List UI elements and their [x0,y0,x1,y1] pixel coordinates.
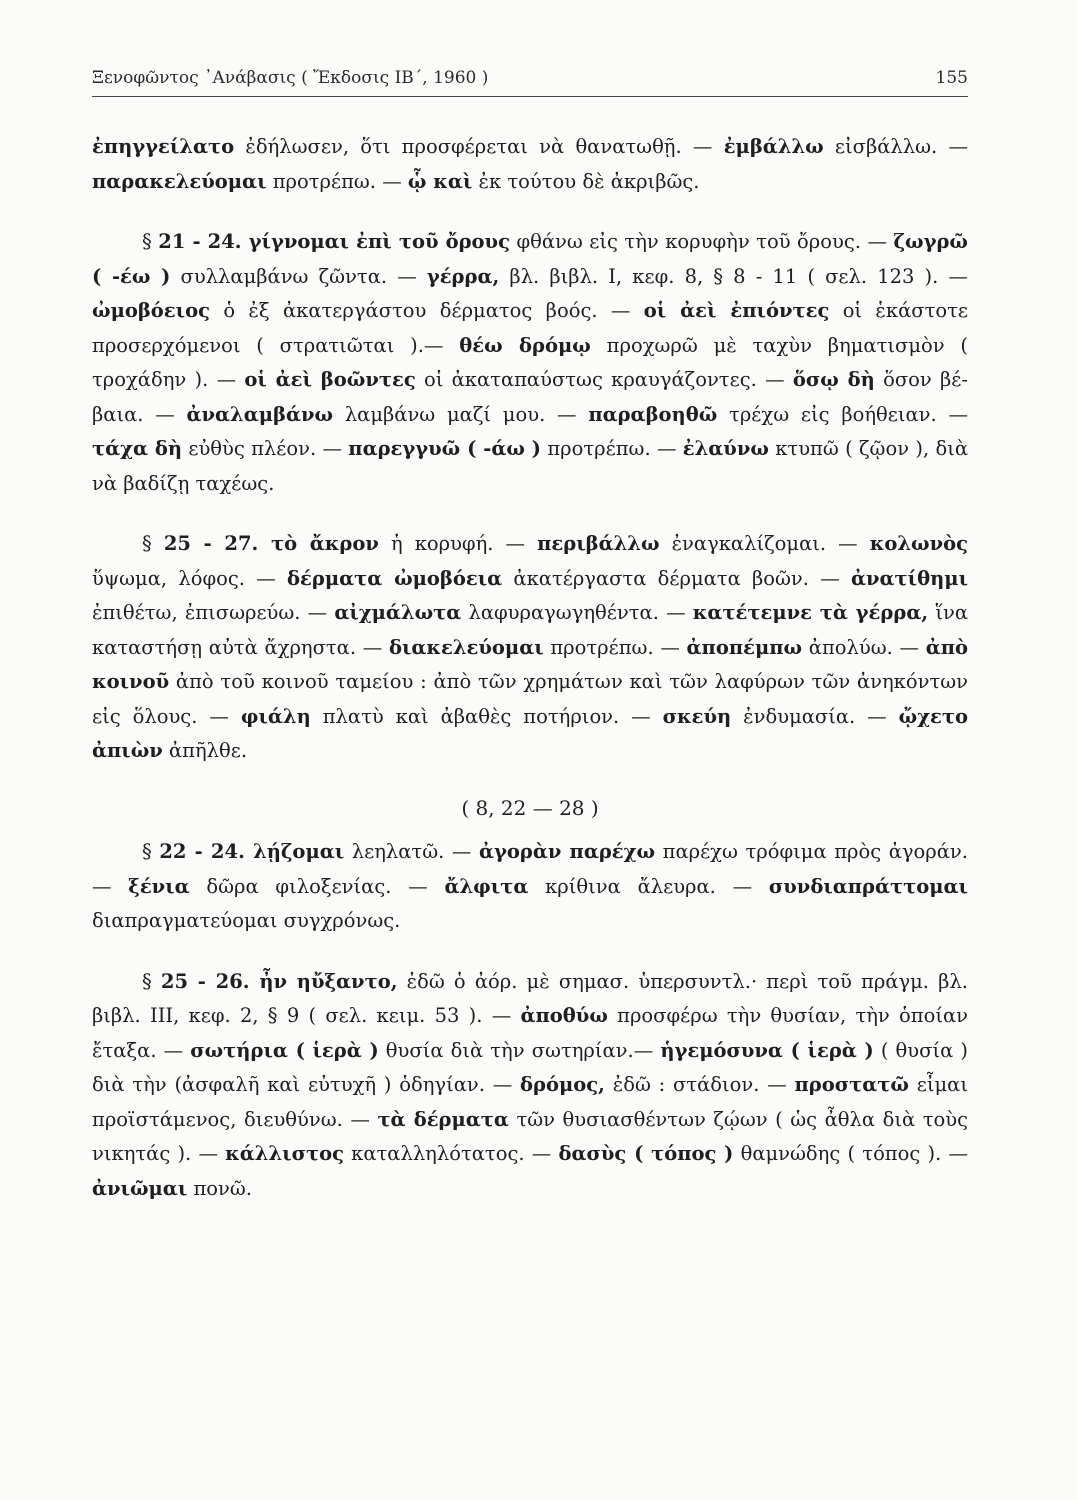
headword: 25 - 27. τὸ ἄκρον [163,532,379,555]
headword: ἐπηγγείλατο [92,135,235,158]
headword: ἀποθύω [520,1004,608,1027]
gloss-text: βλ. βιβλ. Ι, κεφ. 8, § 8 - 11 ( σελ. 123 ). — [499,264,968,288]
running-title: Ξενοφῶντος ᾿Ανάβασις ( Ἔκδοσις ΙΒ΄, 1960 ) [92,68,489,88]
page-body [92,130,968,1206]
headword: ἀνατίθημι [851,566,969,590]
headword: αἰχμάλωτα [334,601,462,624]
gloss-text: ἐδήλωσεν, ὅτι προσφέρεται νὰ θανατωθῇ. — [234,135,724,158]
gloss-text: ἵνα καταστήσῃ αὐτὰ ἄχρηστα. — [92,601,968,659]
gloss-text: εἶμαι προϊστάμενος, διευθύνω. — [92,1073,968,1131]
headword: 21 - 24. γίγνομαι ἐπὶ τοῦ ὄρους [158,230,510,253]
gloss-text: προχωρῶ μὲ ταχὺν βηματισμὸν ( τροχάδην ). — [92,333,968,391]
gloss-text: παρέχω τρόφιμα πρὸς ἀγοράν. — [92,840,968,898]
headword: οἱ ἀεὶ ἐπιόντες [643,299,830,322]
running-header [92,68,968,97]
headword: παραβοηθῶ [588,402,718,426]
paragraph [92,835,968,939]
headword: γέρρα, [426,264,500,288]
section-heading: ( 8, 22 — 28 ) [461,795,599,820]
headword: ζωγρῶ ( -έω ) [92,230,968,288]
gloss-text: ἐδῶ : στάδιον. — [604,1073,795,1096]
gloss-text: λαμβάνω μαζί μου. — [333,402,589,426]
headword: συνδιαπράττομαι [768,874,968,898]
headword: τὰ δέρματα [377,1107,509,1131]
gloss-text: ἐδῶ ὁ ἀόρ. μὲ σημασ. ὑπερσυντλ.· περὶ τοῦ πράγμ. βλ. βιβλ. ΙΙΙ, κεφ. 2, § 9 ( σελ. κειμ. 53 ). — [92,969,969,1027]
gloss-text: πλατὺ καὶ ἀβαθὲς ποτήριον. — [310,704,663,728]
headword: κατέτεμνε τὰ γέρρα, [692,601,929,624]
gloss-text: ἀπὸ τοῦ κοινοῦ ταμείου : ἀπὸ τῶν χρημάτων καὶ τῶν λαφύρων τῶν ἀνηκόντων εἰς ὅλους. — [92,670,968,728]
headword: δέρματα ὠμοβόεια [286,566,503,590]
gloss-text: § [142,532,164,555]
headword: ξένια [128,874,190,898]
gloss-text: ἐπιθέτω, ἐπισωρεύω. — [92,601,335,624]
gloss-text: § [142,840,160,863]
gloss-text: λεηλατῶ. — [344,840,479,863]
gloss-text: ( θυσία ) διὰ τὴν (ἀσφαλῆ καὶ εὐτυχῆ ) ὁδηγίαν. — [92,1038,968,1096]
page-number: 155 [935,68,968,88]
headword: ἀποπέμπω [686,635,803,659]
headword: κολωνὸς [869,532,968,555]
gloss-text: προτρέπω. — [266,169,408,193]
gloss-text: § [142,969,161,993]
headword: παρεγγυῶ ( -άω ) [348,437,542,460]
gloss-text: συλλαμβάνω ζῶντα. — [170,264,427,288]
headword: 22 - 24. λῄζομαι [159,840,345,863]
gloss-text: ἐναγκαλίζομαι. — [659,532,870,555]
headword: σκεύη [662,704,732,728]
gloss-text: οἱ ἀκαταπαύστως κραυγάζοντες. — [415,368,793,391]
headword: θέω δρόμῳ [459,333,591,357]
headword: οἱ ἀεὶ βοῶντες [244,368,416,391]
gloss-text: κρίθινα ἄλευρα. — [528,874,769,898]
headword: δρόμος, [520,1073,605,1096]
paragraph [92,965,968,1207]
gloss-text: καταλληλότατος. — [343,1142,559,1165]
headword: ἀγορὰν παρέχω [478,840,656,863]
gloss-text: § [142,230,159,253]
gloss-text: ὁ ἐξ ἀκατεργάστου δέρματος βοός. — [209,299,644,322]
gloss-text: θαμνώδης ( τόπος ). — [733,1142,968,1165]
gloss-text: εἰσβάλλω. — [823,135,968,158]
gloss-text: διαπραγματεύομαι συγχρόνως. [92,909,401,932]
headword: ᾤχετο ἀπιὼν [92,704,969,762]
headword: 25 - 26. ἦν ηὔξαντο, [160,969,398,993]
headword: ἄλφιτα [444,874,529,898]
gloss-text: ἡ κορυφή. — [378,532,538,555]
headword: παρακελεύομαι [92,169,267,193]
paragraph [92,527,968,769]
headword: ἀπὸ κοινοῦ [92,635,968,693]
headword: φιάλη [240,704,311,728]
gloss-text: προτρέπω. — [543,635,687,659]
paragraph [92,225,968,501]
headword: ὅσῳ δὴ [792,368,875,391]
gloss-text: ἐκ τούτου δὲ ἀκριβῶς. [472,169,700,193]
gloss-text: οἱ ἑκάστοτε προσερχόμενοι ( στρατιῶται ).— [92,299,968,357]
headword: ἀνιῶμαι [92,1176,188,1200]
gloss-text: ὅσον βέβαια. — [92,368,968,426]
gloss-text: τρέχω εἰς βοήθειαν. — [717,402,968,426]
gloss-text: φθάνω εἰς τὴν κορυφὴν τοῦ ὄρους. — [509,230,894,253]
headword: κάλλιστος [225,1142,344,1165]
gloss-text: πονῶ. [187,1176,252,1200]
headword: σωτήρια ( ἱερὰ ) [190,1038,379,1062]
gloss-text: ἀκατέργαστα δέρματα βοῶν. — [502,566,852,590]
gloss-text: εὐθὺς πλέον. — [182,437,349,460]
headword: διακελεύομαι [388,635,544,659]
headword: ἐλαύνω [682,437,769,460]
headword: ὠμοβόειος [92,299,210,322]
gloss-text: ἐνδυμασία. — [731,704,899,728]
gloss-text: προσφέρω τὴν θυσίαν, τὴν ὁποίαν ἔταξα. — [92,1004,968,1062]
gloss-text: προτρέπω. — [541,437,683,460]
headword: ἡγεμόσυνα ( ἱερὰ ) [660,1038,874,1062]
headword: ἐμβάλλω [723,135,824,158]
gloss-text: λαφυραγωγηθέντα. — [461,601,693,624]
gloss-text: ὕψωμα, λόφος. — [92,566,287,590]
paragraph [92,130,968,199]
headword: ἀναλαμβάνω [186,402,334,426]
gloss-text: τῶν θυσιασθέντων ζῴων ( ὡς ἆθλα διὰ τοὺς νικητάς ). — [92,1107,968,1165]
gloss-text: ἀπῆλθε. [162,739,248,762]
headword: δασὺς ( τόπος ) [558,1142,734,1165]
gloss-text: ἀπολύω. — [802,635,926,659]
gloss-text: κτυπῶ ( ζῷον ), διὰ νὰ βαδίζῃ ταχέως. [92,437,969,495]
gloss-text: δῶρα φιλοξενίας. — [189,874,445,898]
headword: ᾧ καὶ [407,169,473,193]
gloss-text: θυσία διὰ τὴν σωτηρίαν.— [378,1038,661,1062]
headword: περιβάλλω [537,532,660,555]
headword: τάχα δὴ [92,437,183,460]
headword: προστατῶ [794,1073,909,1096]
